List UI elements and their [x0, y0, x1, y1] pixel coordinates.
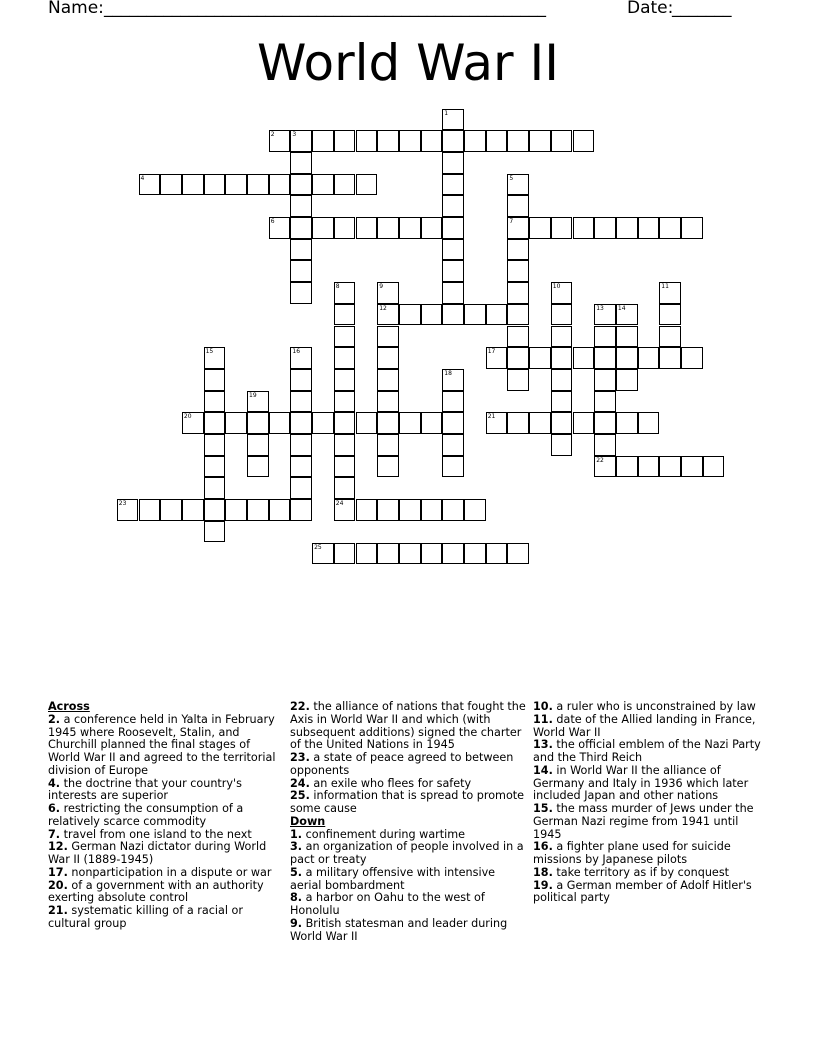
clue-number-label: 9	[379, 283, 384, 291]
grid-cell[interactable]	[551, 412, 573, 434]
clue-text: German Nazi dictator during World War II (1889-1945)	[48, 840, 267, 866]
grid-cell[interactable]	[507, 326, 529, 348]
clue-number: 6.	[48, 802, 61, 815]
grid-cell[interactable]	[290, 456, 312, 478]
grid-cell[interactable]	[204, 369, 226, 391]
grid-cell[interactable]	[377, 543, 399, 565]
grid-cell[interactable]	[182, 499, 204, 521]
grid-cell[interactable]	[442, 195, 464, 217]
clue-item	[48, 778, 282, 804]
grid-cell[interactable]	[269, 412, 291, 434]
grid-cell[interactable]	[594, 369, 616, 391]
clue-number-label: 20	[183, 413, 192, 421]
grid-cell[interactable]	[247, 412, 269, 434]
clue-number-label: 14	[617, 304, 626, 312]
grid-cell[interactable]	[334, 456, 356, 478]
clue-item	[48, 841, 282, 867]
grid-cell[interactable]	[442, 543, 464, 565]
clue-number-label: 8	[335, 283, 340, 291]
grid-cell[interactable]	[204, 434, 226, 456]
grid-cell[interactable]	[356, 217, 378, 239]
clue-number-label: 11	[661, 283, 669, 291]
grid-cell[interactable]	[659, 326, 681, 348]
grid-cell[interactable]	[204, 174, 226, 196]
clue-number: 17.	[48, 865, 68, 879]
grid-cell[interactable]	[529, 412, 551, 434]
page-title: World War II	[256, 34, 559, 92]
grid-cell[interactable]	[616, 369, 638, 391]
clue-number: 13.	[533, 738, 553, 752]
grid-cell[interactable]	[529, 130, 551, 152]
grid-cell[interactable]	[507, 195, 529, 217]
clue-number-label: 23	[118, 500, 127, 508]
grid-cell[interactable]	[377, 391, 399, 413]
grid-cell[interactable]	[377, 217, 399, 239]
grid-cell[interactable]	[290, 477, 312, 499]
clue-text: the doctrine that your country's interests are superior	[48, 776, 242, 803]
grid-cell[interactable]	[442, 456, 464, 478]
grid-cell[interactable]	[421, 217, 443, 239]
grid-cell[interactable]	[442, 152, 464, 174]
clue-item	[533, 880, 769, 906]
clue-number-label: 15	[205, 348, 214, 356]
grid-cell[interactable]	[290, 239, 312, 261]
clue-number-label: 25	[314, 543, 322, 551]
clue-number: 25.	[290, 789, 310, 803]
grid-cell[interactable]	[225, 499, 247, 521]
clue-text: restricting the consumption of a relatively scarce commodity	[48, 802, 244, 828]
clue-text: the alliance of nations that fought the Axis in World War II and which (with subsequent additions) signed the charter of the United Nations in 1945	[290, 700, 526, 752]
grid-cell[interactable]	[594, 326, 616, 348]
clue-item	[290, 752, 526, 778]
clue-number-label: 5	[509, 174, 514, 182]
clue-item	[290, 867, 526, 893]
clue-text: a fighter plane used for suicide missions by Japanese pilots	[533, 840, 731, 866]
grid-cell[interactable]	[551, 347, 573, 369]
grid-cell[interactable]	[182, 174, 204, 196]
grid-cell[interactable]	[638, 217, 660, 239]
clue-text: an exile who flees for safety	[309, 776, 472, 790]
clue-text: a state of peace agreed to between opponents	[290, 751, 514, 777]
grid-cell[interactable]	[139, 499, 161, 521]
grid-cell[interactable]	[529, 347, 551, 369]
grid-cell[interactable]	[269, 499, 291, 521]
grid-cell[interactable]	[290, 174, 312, 196]
grid-cell[interactable]	[573, 412, 595, 434]
grid-cell[interactable]	[160, 499, 182, 521]
clue-number: 15.	[533, 802, 553, 815]
grid-cell[interactable]	[507, 412, 529, 434]
clue-number: 16.	[533, 840, 553, 854]
grid-cell[interactable]	[659, 304, 681, 326]
grid-cell[interactable]	[421, 412, 443, 434]
clue-item	[290, 701, 526, 752]
clue-text: the official emblem of the Nazi Party and the Third Reich	[533, 738, 761, 764]
clue-text: in World War II the alliance of Germany and Italy in 1936 which later included Japan and other nations	[533, 763, 749, 803]
grid-cell[interactable]	[356, 412, 378, 434]
grid-cell[interactable]	[421, 499, 443, 521]
grid-cell[interactable]	[334, 412, 356, 434]
grid-cell[interactable]	[204, 456, 226, 478]
grid-cell[interactable]	[377, 130, 399, 152]
clue-item	[533, 841, 769, 867]
grid-cell[interactable]	[204, 521, 226, 543]
grid-cell[interactable]	[204, 412, 226, 434]
grid-cell[interactable]	[551, 217, 573, 239]
clue-number: 22.	[290, 700, 310, 713]
grid-cell[interactable]	[247, 456, 269, 478]
clue-text: a military offensive with intensive aerial bombardment	[290, 865, 496, 892]
clue-column-1	[48, 701, 282, 931]
grid-cell[interactable]	[442, 174, 464, 196]
grid-cell[interactable]	[507, 239, 529, 261]
grid-cell[interactable]	[551, 130, 573, 152]
grid-cell[interactable]	[507, 260, 529, 282]
grid-cell[interactable]	[464, 543, 486, 565]
clue-text: of a government with an authority exerting absolute control	[48, 878, 264, 905]
clue-number-label: 10	[552, 283, 561, 291]
grid-cell[interactable]	[681, 347, 703, 369]
clue-text: date of the Allied landing in France, World War II	[533, 712, 756, 739]
clue-number-label: 2	[270, 131, 275, 139]
clue-text: a German member of Adolf Hitler's political party	[533, 878, 752, 905]
clue-item	[48, 905, 282, 931]
grid-cell[interactable]	[334, 174, 356, 196]
across-heading: Across	[48, 700, 90, 713]
across-clue-list	[48, 714, 282, 931]
clue-number-label: 19	[249, 391, 257, 399]
grid-cell[interactable]	[507, 369, 529, 391]
clue-item	[533, 739, 769, 765]
name-field[interactable]: ____________________________________________________	[104, 0, 546, 18]
clue-number: 1.	[290, 827, 303, 841]
grid-cell[interactable]	[507, 304, 529, 326]
grid-cell[interactable]	[616, 326, 638, 348]
clue-text: the mass murder of Jews under the German Nazi regime from 1941 until 1945	[533, 802, 754, 841]
grid-cell[interactable]	[334, 347, 356, 369]
clue-number-label: 13	[596, 304, 604, 312]
grid-cell[interactable]	[377, 412, 399, 434]
grid-cell[interactable]	[681, 217, 703, 239]
clue-number-label: 7	[509, 218, 514, 225]
clue-text: a harbor on Oahu to the west of Honolulu	[290, 891, 485, 917]
clue-text: take territory as if by conquest	[552, 865, 730, 879]
grid-cell[interactable]	[290, 369, 312, 391]
clue-number: 14.	[533, 763, 553, 777]
grid-cell[interactable]	[356, 130, 378, 152]
grid-cell[interactable]	[464, 130, 486, 152]
grid-cell[interactable]	[638, 412, 660, 434]
grid-cell[interactable]	[464, 304, 486, 326]
grid-cell[interactable]	[486, 130, 508, 152]
clue-item	[533, 803, 769, 841]
clue-item	[48, 803, 282, 829]
clue-text: travel from one island to the next	[60, 827, 252, 841]
grid-cell[interactable]	[290, 412, 312, 434]
grid-cell[interactable]	[442, 412, 464, 434]
grid-cell[interactable]	[442, 217, 464, 239]
grid-cell[interactable]	[247, 174, 269, 196]
clue-number: 2.	[48, 712, 61, 726]
clue-item	[290, 790, 526, 816]
grid-cell[interactable]	[290, 217, 312, 239]
grid-cell[interactable]	[659, 217, 681, 239]
grid-cell[interactable]	[399, 543, 421, 565]
grid-cell[interactable]	[638, 347, 660, 369]
grid-cell[interactable]	[573, 130, 595, 152]
grid-cell[interactable]	[334, 477, 356, 499]
grid-cell[interactable]	[225, 174, 247, 196]
grid-cell[interactable]	[594, 434, 616, 456]
grid-cell[interactable]	[529, 217, 551, 239]
clue-text: confinement during wartime	[302, 827, 466, 841]
clue-text: nonparticipation in a dispute or war	[67, 865, 272, 879]
clue-number: 3.	[290, 840, 303, 854]
grid-cell[interactable]	[290, 260, 312, 282]
grid-cell[interactable]	[507, 543, 529, 565]
grid-cell[interactable]	[334, 326, 356, 348]
clue-number: 23.	[290, 751, 310, 764]
grid-cell[interactable]	[507, 347, 529, 369]
grid-cell[interactable]	[290, 391, 312, 413]
grid-cell[interactable]	[312, 130, 334, 152]
grid-cell[interactable]	[551, 391, 573, 413]
clue-text: an organization of people involved in a pact or treaty	[290, 840, 524, 866]
grid-cell[interactable]	[399, 217, 421, 239]
grid-cell[interactable]	[616, 217, 638, 239]
grid-cell[interactable]	[421, 543, 443, 565]
grid-cell[interactable]	[486, 543, 508, 565]
down-heading: Down	[290, 814, 326, 828]
clue-column-2	[290, 701, 526, 943]
grid-cell[interactable]	[616, 456, 638, 478]
grid-cell[interactable]	[551, 369, 573, 391]
grid-cell[interactable]	[703, 456, 725, 478]
grid-cell[interactable]	[573, 217, 595, 239]
grid-cell[interactable]	[442, 434, 464, 456]
grid-cell[interactable]	[442, 260, 464, 282]
clue-text: information that is spread to promote some cause	[290, 789, 525, 815]
grid-cell[interactable]	[681, 456, 703, 478]
grid-cell[interactable]	[290, 282, 312, 304]
date-label: Date:	[627, 0, 674, 18]
grid-cell[interactable]	[290, 499, 312, 521]
grid-cell[interactable]	[507, 282, 529, 304]
clue-item	[290, 892, 526, 918]
grid-cell[interactable]	[551, 326, 573, 348]
down-clue-list-continued	[533, 701, 769, 905]
grid-cell[interactable]	[594, 217, 616, 239]
clue-number: 5.	[290, 865, 303, 879]
grid-cell[interactable]	[442, 130, 464, 152]
grid-cell[interactable]	[247, 499, 269, 521]
grid-cell[interactable]	[312, 412, 334, 434]
clue-item	[48, 714, 282, 778]
grid-cell[interactable]	[442, 499, 464, 521]
clue-number: 20.	[48, 878, 68, 892]
grid-cell[interactable]	[356, 174, 378, 196]
grid-cell[interactable]	[247, 434, 269, 456]
grid-cell[interactable]	[334, 130, 356, 152]
down-clue-list	[290, 829, 526, 944]
grid-cell[interactable]	[377, 369, 399, 391]
clue-number: 7.	[48, 827, 61, 841]
clue-text: systematic killing of a racial or cultural group	[48, 904, 243, 930]
clue-number-label: 6	[270, 218, 275, 225]
grid-cell[interactable]	[334, 217, 356, 239]
clue-number: 11.	[533, 712, 553, 726]
grid-cell[interactable]	[334, 434, 356, 456]
grid-cell[interactable]	[334, 304, 356, 326]
clue-text: British statesman and leader during World War II	[290, 916, 508, 943]
clue-number-label: 21	[487, 413, 496, 421]
clue-number-label: 1	[444, 109, 449, 117]
grid-cell[interactable]	[442, 282, 464, 304]
grid-cell[interactable]	[551, 304, 573, 326]
grid-cell[interactable]	[421, 304, 443, 326]
clue-number: 4.	[48, 776, 61, 790]
clue-number: 8.	[290, 891, 303, 905]
grid-cell[interactable]	[421, 130, 443, 152]
grid-cell[interactable]	[204, 477, 226, 499]
grid-cell[interactable]	[312, 174, 334, 196]
grid-cell[interactable]	[486, 304, 508, 326]
grid-cell[interactable]	[551, 434, 573, 456]
clue-number-label: 4	[140, 174, 145, 182]
grid-cell[interactable]	[377, 456, 399, 478]
grid-cell[interactable]	[638, 456, 660, 478]
grid-cell[interactable]	[377, 347, 399, 369]
grid-cell[interactable]	[442, 304, 464, 326]
clue-text: a conference held in Yalta in February 1945 where Roosevelt, Stalin, and Churchill planned the final stages of World War II and agreed to the territorial division of Europe	[48, 712, 276, 777]
grid-cell[interactable]	[334, 391, 356, 413]
clue-number-label: 17	[487, 348, 496, 356]
grid-cell[interactable]	[616, 347, 638, 369]
clue-item	[533, 714, 769, 740]
grid-cell[interactable]	[225, 412, 247, 434]
grid-cell[interactable]	[377, 326, 399, 348]
grid-cell[interactable]	[204, 391, 226, 413]
clue-number: 9.	[290, 916, 303, 930]
grid-cell[interactable]	[573, 347, 595, 369]
grid-cell[interactable]	[399, 304, 421, 326]
clue-number: 18.	[533, 865, 553, 879]
clue-number-label: 3	[292, 131, 297, 139]
grid-cell[interactable]	[356, 499, 378, 521]
grid-cell[interactable]	[269, 174, 291, 196]
grid-cell[interactable]	[616, 412, 638, 434]
clue-text: a ruler who is unconstrained by law	[552, 700, 756, 713]
clue-number-label: 18	[444, 369, 452, 377]
grid-cell[interactable]	[399, 130, 421, 152]
clue-number-label: 16	[292, 348, 301, 356]
clue-number: 21.	[48, 904, 68, 917]
grid-cell[interactable]	[377, 499, 399, 521]
clue-number: 12.	[48, 840, 68, 854]
grid-cell[interactable]	[464, 499, 486, 521]
grid-cell[interactable]	[356, 543, 378, 565]
clue-item	[533, 765, 769, 803]
clue-number: 24.	[290, 776, 310, 790]
grid-cell[interactable]	[442, 391, 464, 413]
grid-cell[interactable]	[334, 369, 356, 391]
grid-cell[interactable]	[507, 130, 529, 152]
grid-cell[interactable]	[160, 174, 182, 196]
grid-cell[interactable]	[399, 412, 421, 434]
grid-cell[interactable]	[290, 195, 312, 217]
clue-number: 10.	[533, 700, 553, 713]
clue-number-label: 22	[596, 456, 604, 464]
clue-number-label: 12	[379, 304, 387, 312]
grid-cell[interactable]	[399, 499, 421, 521]
date-field[interactable]: _______	[672, 0, 732, 18]
grid-cell[interactable]	[377, 434, 399, 456]
clue-number: 19.	[533, 878, 553, 892]
clue-item	[290, 918, 526, 944]
grid-cell[interactable]	[594, 391, 616, 413]
grid-cell[interactable]	[204, 499, 226, 521]
grid-cell[interactable]	[659, 347, 681, 369]
grid-cell[interactable]	[442, 239, 464, 261]
name-label: Name:	[48, 0, 104, 18]
clue-column-3	[533, 701, 769, 905]
clue-number-label: 24	[335, 500, 344, 508]
grid-cell[interactable]	[594, 412, 616, 434]
clue-item	[290, 841, 526, 867]
grid-cell[interactable]	[659, 456, 681, 478]
grid-cell[interactable]	[312, 217, 334, 239]
clue-item	[48, 880, 282, 906]
grid-cell[interactable]	[334, 543, 356, 565]
grid-cell[interactable]	[290, 434, 312, 456]
grid-cell[interactable]	[290, 152, 312, 174]
across-clue-list-continued	[290, 701, 526, 816]
grid-cell[interactable]	[594, 347, 616, 369]
